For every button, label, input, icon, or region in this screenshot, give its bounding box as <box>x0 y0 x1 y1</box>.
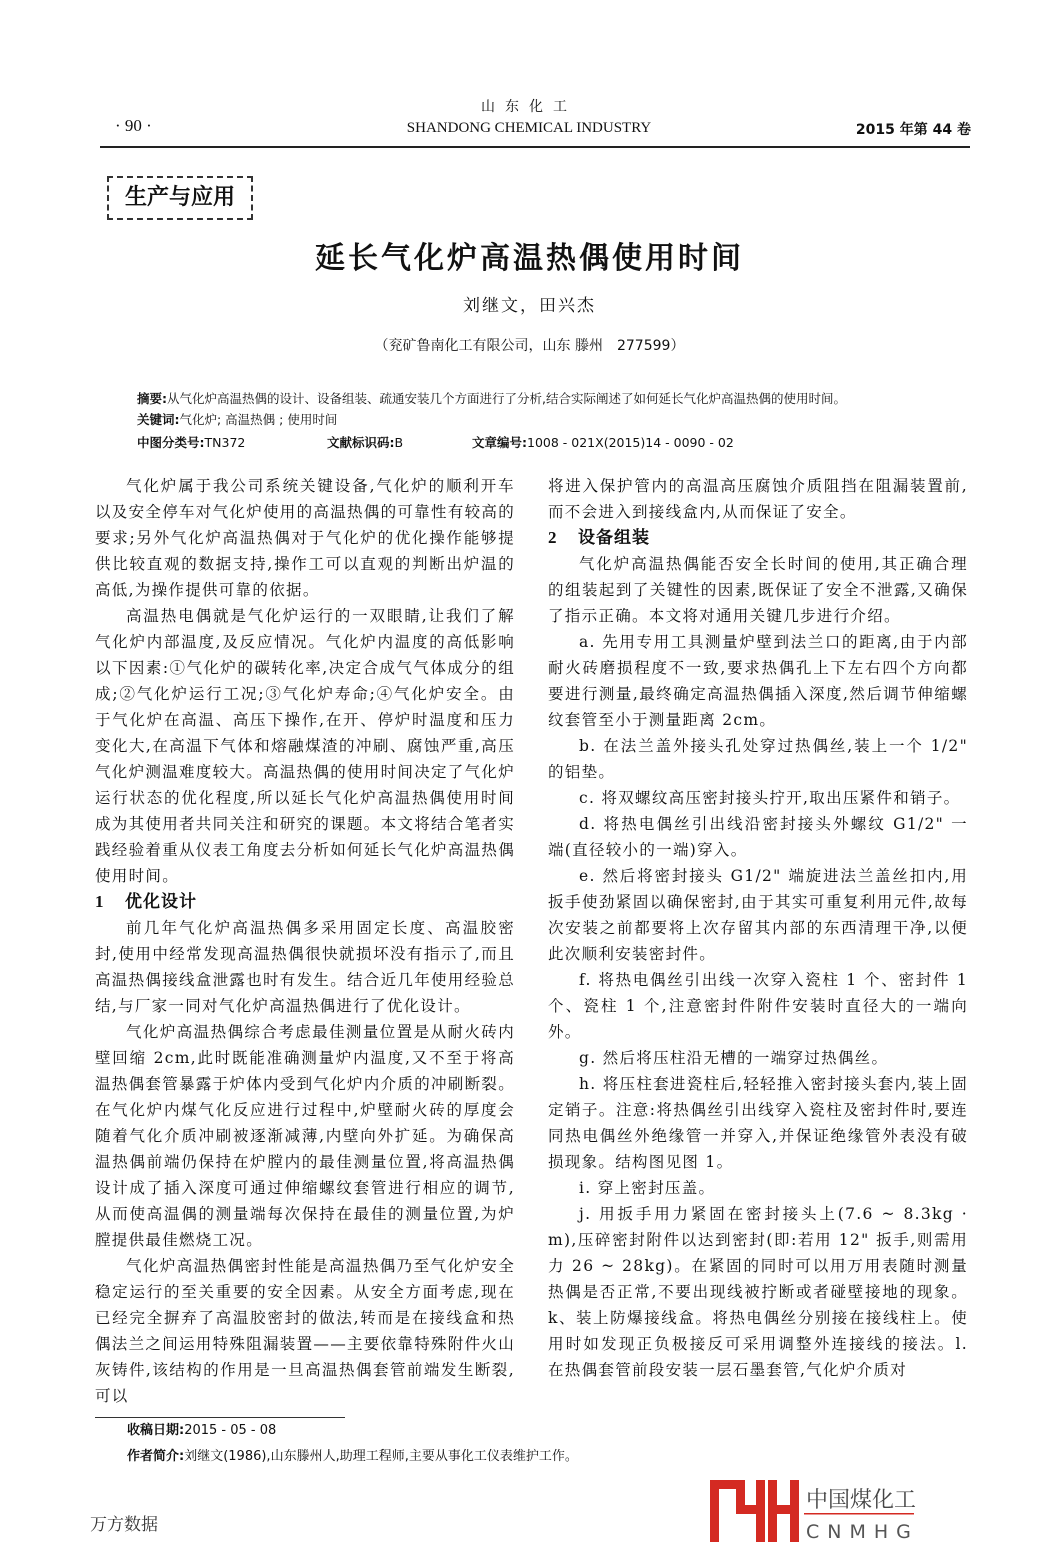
clc-label: 中图分类号: <box>137 435 205 450</box>
section-heading-1: 1 优化设计 <box>95 892 197 912</box>
header-rule <box>100 146 970 148</box>
step-e: e. 然后将密封接头 G1/2" 端旋进法兰盖丝扣内,用扳手使劲紧固以确保密封,由于其实可重复利用元件,故每次安装之前都要将上次存留其内部的东西清理干净,以便此次顺利安装密封件。 <box>548 867 968 963</box>
left-column <box>95 473 515 1409</box>
doc-code-label: 文献标识码: <box>327 435 395 450</box>
paragraph: 前几年气化炉高温热偶多采用固定长度、高温胶密封,使用中经常发现高温热偶很快就损坏没有指示了,而且高温热偶接线盒泄露也时有发生。结合近几年使用经验总结,与厂家一同对气化炉高温热偶进行了优化设计。 <box>95 919 516 1015</box>
abstract-label: 摘要: <box>137 391 167 406</box>
paragraph: 气化炉高温热偶综合考虑最佳测量位置是从耐火砖内壁回缩 2cm,此时既能准确测量炉内温度,又不至于将高温热偶套管暴露于炉体内受到气化炉内介质的冲刷断裂。在气化炉内煤气化反应进行过程中,炉壁耐火砖的厚度会随着气化介质冲刷被逐渐减薄,内壁向外扩延。为确保高温热偶前端仍保持在炉膛内的最佳测量位置,将高温热偶设计成了插入深度可通过伸缩螺纹套管进行相应的调节,从而使高温偶的测量端每次保持在最佳的测量位置,为炉膛提供最佳燃烧工况。 <box>95 1023 516 1249</box>
paragraph: 气化炉属于我公司系统关键设备,气化炉的顺利开车以及安全停车对气化炉使用的高温热偶的可靠性有较高的要求;另外气化炉高温热偶对于气化炉的优化操作能够提供比较直观的数据支持,操作工可以直观的判断出炉温的高低,为操作提供可靠的依据。 <box>95 477 516 599</box>
paragraph: 气化炉高温热偶密封性能是高温热偶乃至气化炉安全稳定运行的至关重要的安全因素。从安全方面考虑,现在已经完全摒弃了高温胶密封的做法,转而是在接线盒和热偶法兰之间运用特殊阻漏装置——主要依靠特殊附件火山灰铸件,该结构的作用是一旦高温热偶套管前端发生断裂,可以 <box>95 1257 516 1405</box>
step-j: j. 用扳手用力紧固在密封接头上(7.6 ~ 8.3kg · m),压碎密封附件以达到密封(即:若用 12" 扳手,则需用力 26 ~ 28kg)。在紧固的同时可以用万用表随时测量热偶是否正常,不要出现线被拧断或者碰壁接地的现象。k、装上防爆接线盒。将热电偶丝分别接在接线柱上。使用时如发现正负极接反可采用调整外连接线的接法。l. 在热偶套管前段安装一层石墨套管,气化炉介质对 <box>548 1205 968 1379</box>
volume-info: 2015 年第 44 卷 <box>855 122 971 138</box>
paragraph: 高温热电偶就是气化炉运行的一双眼睛,让我们了解气化炉内部温度,及反应情况。气化炉内温度的高低影响以下因素:①气化炉的碳转化率,决定合成气气体成分的组成;②气化炉运行工况;③气化炉寿命;④气化炉安全。由于气化炉在高温、高压下操作,在开、停炉时温度和压力变化大,在高温下气体和熔融煤渣的冲刷、腐蚀严重,高压气化炉测温难度较大。高温热偶的使用时间决定了气化炉运行状态的优化程度,所以延长气化炉高温热偶使用时间成为其使用者共同关注和研究的课题。本文将结合笔者实践经验着重从仪表工角度去分析如何延长气化炉高温热偶使用时间。 <box>95 607 516 885</box>
section-label: 生产与应用 <box>107 176 253 220</box>
page-bottom <box>90 1480 968 1546</box>
author-bio: 作者简介:刘继文(1986),山东滕州人,助理工程师,主要从事化工仪表维护工作。 <box>127 1449 578 1464</box>
step-h: h. 将压柱套进瓷柱后,轻轻推入密封接头套内,装上固定销子。注意:将热偶丝引出线穿入瓷柱及密封件时,要连同热电偶丝外绝缘管一并穿入,并保证绝缘管外表没有破损现象。结构图见图 1。 <box>548 1075 968 1171</box>
step-g: g. 然后将压柱沿无槽的一端穿过热偶丝。 <box>579 1049 889 1067</box>
watermark-logo <box>698 1480 928 1546</box>
step-f: f. 将热电偶丝引出线一次穿入瓷柱 1 个、密封件 1 个、瓷柱 1 个,注意密封件附件安装时直径大的一端向外。 <box>548 971 968 1041</box>
article-no-value: 1008 - 021X(2015)14 - 0090 - 02 <box>527 435 734 450</box>
journal-name-en: SHANDONG CHEMICAL INDUSTRY <box>406 120 652 136</box>
article-no-label: 文章编号: <box>472 435 527 450</box>
article-affiliation: （兖矿鲁南化工有限公司，山东 滕州 277599） <box>374 338 685 354</box>
section-heading-2: 2 设备组装 <box>548 528 650 548</box>
page-number: · 90 · <box>115 116 152 135</box>
journal-name-cn: 山东化工 <box>481 99 577 115</box>
keywords: 气化炉; 高温热偶 ; 使用时间 <box>179 412 338 427</box>
clc-value: TN372 <box>204 435 246 450</box>
step-c: c. 将双螺纹高压密封接头拧开,取出压紧件和销子。 <box>579 789 961 807</box>
right-column <box>548 473 968 1409</box>
step-d: d. 将热电偶丝引出线沿密封接头外螺纹 G1/2" 一端(直径较小的一端)穿入。 <box>548 815 968 859</box>
article-title: 延长气化炉高温热偶使用时间 <box>315 241 744 276</box>
source-watermark: 万方数据 <box>90 1515 158 1535</box>
article-meta <box>137 432 937 453</box>
logo-en-text: CNMHG <box>806 1521 919 1542</box>
abstract-text: 从气化炉高温热偶的设计、设备组装、疏通安装几个方面进行了分析,结合实际阐述了如何延长气化炉高温热偶的使用时间。 <box>167 391 846 406</box>
doc-code-value: B <box>394 435 404 450</box>
paragraph: 气化炉高温热偶能否安全长时间的使用,其正确合理的组装起到了关键性的因素,既保证了安全不泄露,又确保了指示正确。本文将对通用关键几步进行介绍。 <box>548 555 968 625</box>
article-body <box>90 388 968 1546</box>
cnmhg-logo-icon <box>698 1480 928 1542</box>
step-b: b. 在法兰盖外接头孔处穿过热偶丝,装上一个 1/2" 的铝垫。 <box>548 737 968 781</box>
logo-cn-text: 中国煤化工 <box>806 1488 917 1513</box>
step-i: i. 穿上密封压盖。 <box>579 1179 716 1197</box>
article-authors: 刘继文，田兴杰 <box>463 296 596 316</box>
body-columns <box>95 473 968 1409</box>
received-date: 收稿日期:2015 - 05 - 08 <box>127 1423 277 1438</box>
abstract <box>137 388 937 430</box>
step-a: a. 先用专用工具测量炉壁到法兰口的距离,由于内部耐火砖磨损程度不一致,要求热偶孔上下左右四个方向都要进行测量,最终确定高温热偶插入深度,然后调节伸缩螺纹套管至小于测量距离 2cm。 <box>548 633 968 729</box>
keywords-label: 关键词: <box>137 412 180 427</box>
paragraph: 将进入保护管内的高温高压腐蚀介质阻挡在阻漏装置前,而不会进入到接线盒内,从而保证了安全。 <box>548 477 968 521</box>
